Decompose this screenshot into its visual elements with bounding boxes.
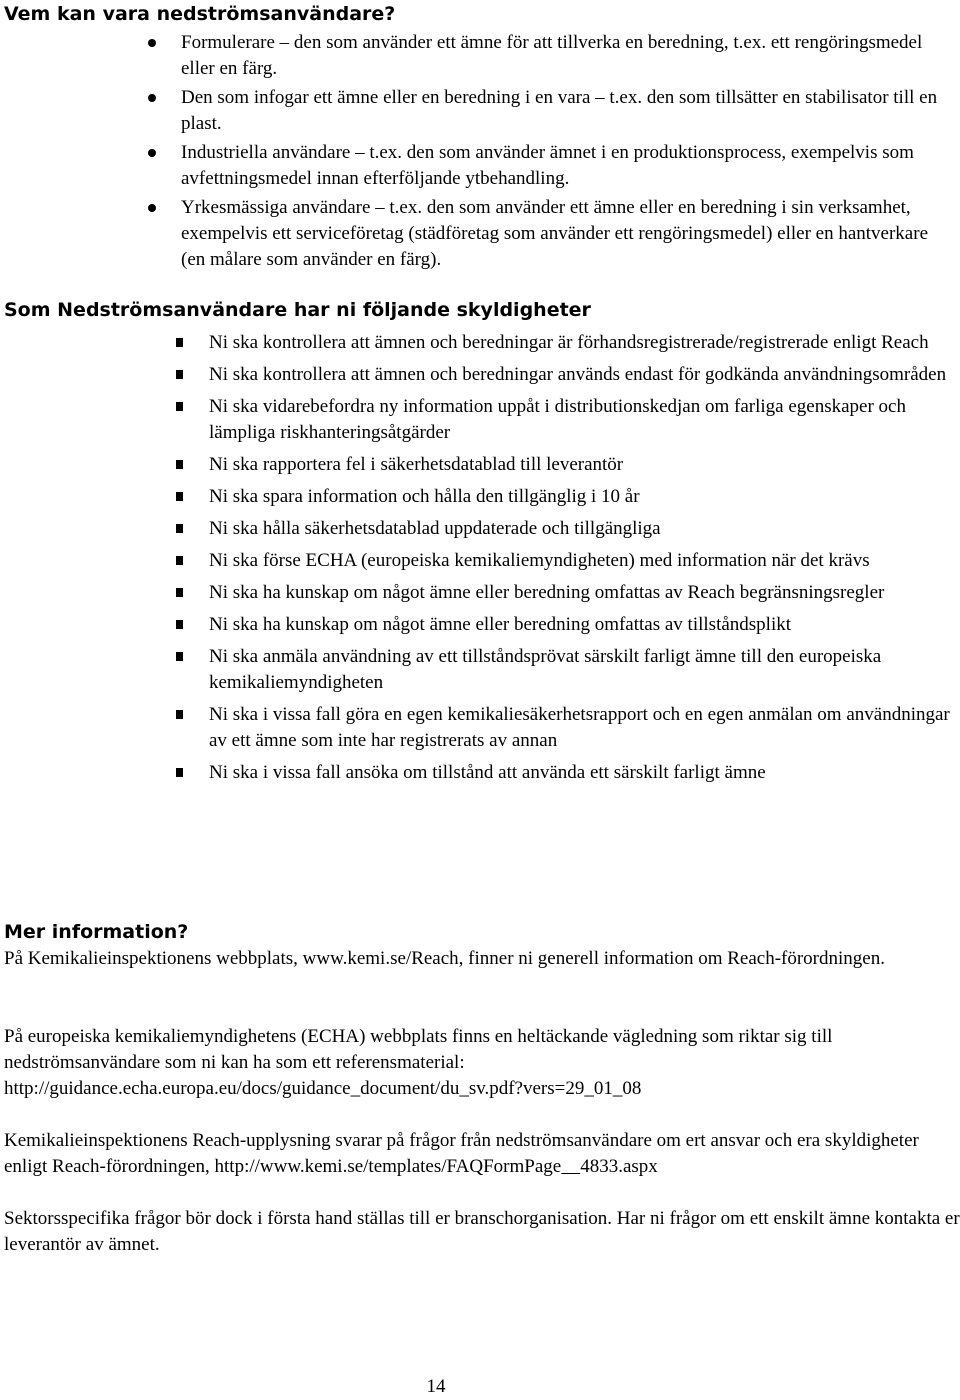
info-paragraph-helpdesk [4, 1128, 960, 1180]
underline-gap [561, 1156, 580, 1177]
info-paragraph-kemi: På Kemikalieinspektionens webbplats, www.kemi.se/Reach, finner ni generell information om Reach-förordningen. [4, 948, 885, 969]
helpdesk-link-end: 4833.aspx [580, 1156, 658, 1177]
list-item: Ni ska kontrollera att ämnen och beredningar är förhandsregistrerade/registrerade enligt Reach [170, 330, 950, 356]
list-item: Ni ska ha kunskap om något ämne eller beredning omfattas av Reach begränsningsregler [170, 580, 950, 606]
helpdesk-text: Kemikalieinspektionens Reach-upplysning svarar på frågor från nedströmsanvändare om ert ansvar och era skyldigheter enligt Reach-förordningen, http://www.kemi.se/templates/FAQFormPage [4, 1130, 919, 1177]
list-item: Industriella användare – t.ex. den som använder ämnet i en produktionsprocess, exempelvis som avfettningsmedel innan efterföljande ytbehandling. [140, 140, 940, 192]
heading-obligations: Som Nedströmsanvändare har ni följande skyldigheter [4, 299, 591, 321]
list-item: Yrkesmässiga användare – t.ex. den som använder ett ämne eller en beredning i sin verksamhet, exempelvis ett serviceföretag (städföretag som använder ett rengöringsmedel) eller en hantverkare (en målare som använder en färg). [140, 195, 940, 273]
downstream-user-list [140, 30, 940, 276]
list-item: Ni ska förse ECHA (europeiska kemikaliemyndigheten) med information när det krävs [170, 548, 950, 574]
list-item: Ni ska vidarebefordra ny information uppåt i distributionskedjan om farliga egenskaper och lämpliga riskhanteringsåtgärder [170, 394, 950, 446]
list-item: Ni ska hålla säkerhetsdatablad uppdaterade och tillgängliga [170, 516, 950, 542]
heading-downstream-users: Vem kan vara nedströmsanvändare? [4, 3, 396, 25]
info-paragraph-echa: På europeiska kemikaliemyndighetens (ECHA) webbplats finns en heltäckande vägledning som riktar sig till nedströmsanvändare som ni kan ha som ett referensmaterial: http://guidance.echa.europa.eu/docs/guidance_document/du_sv.pdf?vers=29_01_08 [4, 1026, 833, 1099]
list-item: Ni ska ha kunskap om något ämne eller beredning omfattas av tillståndsplikt [170, 612, 950, 638]
list-item: Ni ska i vissa fall göra en egen kemikaliesäkerhetsrapport och en egen anmälan om användningar av ett ämne som inte har registrerats av annan [170, 702, 950, 754]
list-item: Ni ska anmäla användning av ett tillståndsprövat särskilt farligt ämne till den europeiska kemikaliemyndigheten [170, 644, 950, 696]
obligations-list [170, 330, 950, 792]
page-number: 14 [426, 1376, 446, 1397]
heading-more-info: Mer information? [4, 921, 189, 943]
list-item: Ni ska i vissa fall ansöka om tillstånd att använda ett särskilt farligt ämne [170, 760, 950, 786]
list-item: Den som infogar ett ämne eller en beredning i en vara – t.ex. den som tillsätter en stabilisator till en plast. [140, 85, 940, 137]
list-item: Ni ska spara information och hålla den tillgänglig i 10 år [170, 484, 950, 510]
list-item: Ni ska kontrollera att ämnen och beredningar används endast för godkända användningsområden [170, 362, 950, 388]
list-item: Ni ska rapportera fel i säkerhetsdatablad till leverantör [170, 452, 950, 478]
info-paragraph-sector: Sektorsspecifika frågor bör dock i första hand ställas till er branschorganisation. Har ni frågor om ett enskilt ämne kontakta er leverantör av ämnet. [4, 1208, 960, 1255]
list-item: Formulerare – den som använder ett ämne för att tillverka en beredning, t.ex. ett rengöringsmedel eller en färg. [140, 30, 940, 82]
